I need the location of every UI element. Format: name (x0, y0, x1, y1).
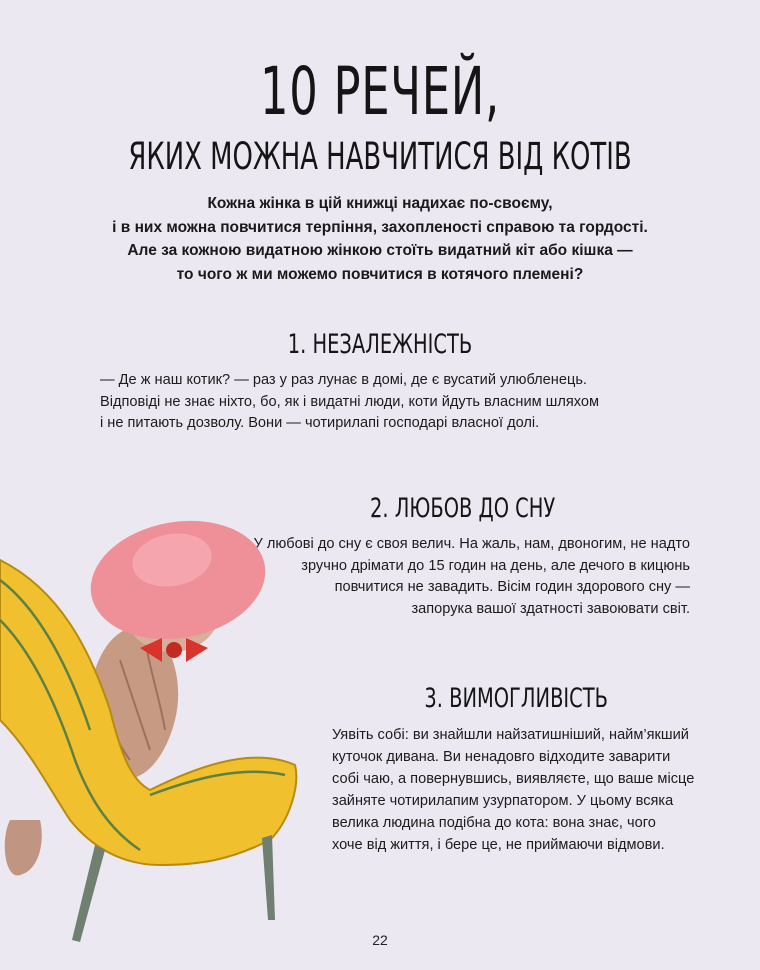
page-subtitle: ЯКИХ МОЖНА НАВЧИТИСЯ ВІД КОТІВ (128, 135, 632, 178)
page-number: 22 (372, 932, 388, 948)
body-line: Уявіть собі: ви знайшли найзатишніший, найм’якший (332, 727, 689, 743)
body-line: куточок дивана. Ви ненадовго відходите заварити (332, 749, 671, 765)
body-line: хоче від життя, і бере це, не приймаючи відмови. (332, 837, 665, 853)
section-heading-demandingness: 3. ВИМОГЛИВІСТЬ (424, 683, 608, 714)
armchair-leg (72, 845, 105, 942)
intro-line: і в них можна повчитися терпіння, захопленості справою та гордості. (112, 218, 648, 236)
armchair-leg (262, 835, 275, 920)
page-title: 10 РЕЧЕЙ, (260, 53, 500, 130)
intro-line: Кожна жінка в цій книжці надихає по-своєму, (207, 195, 553, 212)
body-line: і не питають дозволу. Вони — чотирилапі господарі власної долі. (100, 415, 540, 431)
section-body-demandingness (332, 724, 694, 856)
section-body-independence (100, 370, 599, 435)
section-heading-love-of-sleep: 2. ЛЮБОВ ДО СНУ (369, 493, 555, 524)
section-heading-independence: 1. НЕЗАЛЕЖНІСТЬ (287, 329, 473, 360)
section-body-love-of-sleep (254, 534, 690, 620)
intro-paragraph (60, 192, 700, 286)
body-line: — Де ж наш котик? — раз у раз лунає в домі, де є вусатий улюбленець. (100, 372, 587, 388)
body-line: зайняте чотирилапим узурпатором. У цьому всяка (332, 793, 674, 809)
body-line: повчитися не завадить. Вісім годин здорового сну — (334, 579, 690, 595)
body-line: собі чаю, а повернувшись, виявляєте, що ваше місце (332, 771, 695, 787)
intro-line: Але за кожною видатною жінкою стоїть видатний кіт або кішка — (127, 242, 633, 259)
body-line: велика людина подібна до кота: вона знає, чого (332, 815, 656, 831)
body-line: запорука вашої здатності завоювати світ. (411, 600, 690, 617)
intro-line: то чого ж ми можемо повчитися в котячого племені? (176, 265, 584, 283)
body-line: У любові до сну є своя велич. На жаль, нам, двоногим, не надто (253, 536, 690, 552)
cat-tail (5, 820, 42, 875)
cat-armchair-illustration (0, 520, 300, 970)
body-line: Відповіді не знає ніхто, бо, як і видатні люди, коти йдуть власним шляхом (100, 393, 600, 410)
body-line: зручно дрімати до 15 годин на день, але дечого в кицюнь (301, 557, 690, 574)
